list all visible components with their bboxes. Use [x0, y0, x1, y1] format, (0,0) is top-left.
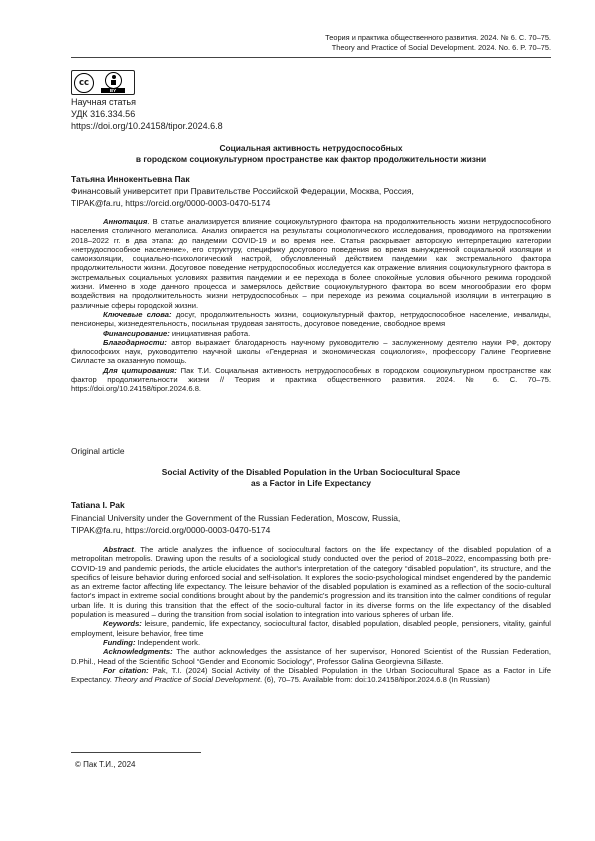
funding-label-en: Funding: — [103, 637, 136, 647]
citation-label-ru: Для цитирования: — [103, 365, 177, 375]
udc-code: УДК 316.334.56 — [71, 109, 136, 119]
citation-text-en-a: Pak, T.I. (2024) Social Activity of the Disabled Population in the Urban Sociocultural Space as a Factor in Life Expectancy. — [71, 665, 551, 685]
title-en — [71, 467, 551, 489]
abstract-text-ru: . В статье анализируется влияние социокультурного фактора на продолжительность жизни нетрудоспособного населения столичного мегаполиса. Анализ опирается на результаты социологического исследования, проводимого на протяжении 2018–2022 гг. в два этапа: до пандемии COVID-19 и во время нее. Статья раскрывает авторскую интерпретацию категории «нетрудоспособное население», его структуру, специфику досугового поведения во время вынужденной социальной изоляции и самоизоляции, социально-психологический настрой, обусловленный действием пандемии как экстремального фактора продолжительности жизни. Досуговое поведение нетрудоспособных исследуется как отражение влияния социокультурного фактора в экстремальных социальных условиях развития пандемии и ее перехода в более спокойные условия обычного режима городской жизни. Именно в ходе данного процесса и замерялось действие социокультурного фактора во всем многообразии его форм воздействия на продолжительность жизни нетрудоспособных – при переходе из режима социальной изоляции в интеграцию в различные сферы городской жизни. — [71, 217, 551, 310]
keywords-text-en: leisure, pandemic, life expectancy, sociocultural factor, disabled population, disabled people, pensioners, vitality, gainful employment, leisure behavior, free time — [71, 619, 551, 638]
contact-ru[interactable]: TIPAK@fa.ru, https://orcid.org/0000-0003-0470-5174 — [71, 198, 271, 208]
thanks-label-ru: Благодарности: — [103, 337, 167, 347]
citation-text-ru: Пак Т.И. Социальная активность нетрудоспособных в городском социокультурном пространстве как фактор продолжительности жизни // Теория и практика общественного развития. 2024. № 6. С. 70–75. https://doi.org/10.24158/tipor.2024.6.8. — [71, 365, 551, 394]
article-meta — [71, 96, 223, 132]
funding-text-en: Independent work. — [135, 637, 201, 647]
article-type: Научная статья — [71, 97, 136, 107]
copyright-notice: © Пак Т.И., 2024 — [75, 760, 136, 769]
affiliation-en-text: Financial University under the Government of the Russian Federation, Moscow, Russia, — [71, 513, 401, 523]
author-name-en: Tatiana I. Pak — [71, 500, 125, 510]
title-en-line-2: as a Factor in Life Expectancy — [250, 478, 372, 488]
funding-label-ru: Финансирование: — [103, 328, 170, 338]
abstract-label-ru: Аннотация — [103, 217, 148, 226]
funding-ru — [71, 329, 551, 338]
by-label: BY — [101, 88, 125, 93]
footnote-divider — [71, 752, 201, 753]
thanks-label-en: Acknowledgments: — [103, 647, 173, 657]
contact-en[interactable]: TIPAK@fa.ru, https://orcid.org/0000-0003-0470-5174 — [71, 525, 271, 535]
abstract-text-en: . The article analyzes the influence of sociocultural factors on the life expectancy of the disabled population of a metropolitan metropolis. Drawing upon the results of a sociological study conducted over the period of 2018–2022, encompassing both pre-COVID-19 and pandemic periods, the article elucidates the author's interpretation of the category “disabled population”, its structure, and the specifics of leisure behavior during enforced social and self-isolation. It explores the socio-psychological mindset engendered by the pandemic as an extreme factor affecting life expectancy. The leisure behavior of the disabled population is examined as a reflection of the socio-cultural factor's impact in extreme social conditions brought about by the pandemic's progression and its transition into the calmer conditions of regular urban life. It is during this transition that the effect of the socio-cultural factor in its diverse forms on the life expectancy of the disabled population is measured – during the transition from social isolation to integration into various spheres of urban life. — [71, 545, 551, 620]
abstract-block-ru — [71, 217, 551, 394]
thanks-ru — [71, 338, 551, 366]
thanks-text-ru: автор выражает благодарность научному руководителю – заслуженному деятелю науки РФ, доктору философских наук, руководителю научной школы «Гендерная и экономическая социология», профессору Галине Георгиевне Силласте за оказанную помощь. — [71, 337, 551, 366]
citation-ru — [71, 366, 551, 394]
abstract-ru — [71, 217, 551, 310]
funding-text-ru: инициативная работа. — [169, 328, 251, 338]
keywords-label-ru: Ключевые слова: — [103, 309, 172, 319]
thanks-text-en: The author acknowledges the assistance of her supervisor, Honored Scientist of the Russian Federation, D.Phil., Head of the Scientific School “Gender and Economic Sociology”, Professor Galina Georgievna Sillaste. — [71, 647, 551, 666]
abstract-label-en: Abstract — [103, 545, 134, 554]
journal-header-ru: Теория и практика общественного развития. 2024. № 6. С. 70–75. — [325, 33, 551, 42]
journal-header — [325, 33, 551, 53]
cc-by-license-badge[interactable] — [71, 70, 135, 95]
title-ru-line-2: в городском социокультурном пространстве как фактор продолжительности жизни — [135, 154, 487, 164]
citation-label-en: For citation: — [103, 665, 149, 675]
thanks-en — [71, 647, 551, 666]
title-en-line-1: Social Activity of the Disabled Population in the Urban Sociocultural Space — [161, 467, 461, 477]
affiliation-en — [71, 512, 400, 536]
doi-link[interactable]: https://doi.org/10.24158/tipor.2024.6.8 — [71, 121, 223, 131]
abstract-en — [71, 545, 551, 619]
citation-en — [71, 666, 551, 685]
affiliation-ru-text: Финансовый университет при Правительстве Российской Федерации, Москва, Россия, — [71, 186, 414, 196]
article-type-en: Original article — [71, 446, 125, 456]
abstract-block-en — [71, 545, 551, 684]
keywords-ru — [71, 310, 551, 329]
keywords-en — [71, 619, 551, 638]
header-divider — [71, 57, 551, 58]
title-ru-line-1: Социальная активность нетрудоспособных — [219, 143, 403, 153]
keywords-text-ru: досуг, продолжительность жизни, социокультурный фактор, нетрудоспособное население, инвалиды, пенсионеры, жизнедеятельность, посильная трудовая занятость, досуговое поведение, свободное время — [71, 309, 551, 329]
creative-commons-icon: cc — [74, 73, 94, 93]
citation-text-en-b: . (6), 70–75. Available from: doi:10.24158/tipor.2024.6.8 (In Russian) — [259, 675, 490, 685]
affiliation-ru — [71, 185, 414, 209]
author-name-ru: Татьяна Иннокентьевна Пак — [71, 174, 190, 184]
attribution-person-icon — [105, 72, 122, 89]
keywords-label-en: Keywords: — [103, 619, 142, 629]
title-ru — [71, 143, 551, 165]
funding-en — [71, 638, 551, 647]
journal-header-en: Theory and Practice of Social Development. 2024. No. 6. P. 70–75. — [331, 43, 551, 52]
citation-journal-en: Theory and Practice of Social Development — [113, 675, 260, 685]
